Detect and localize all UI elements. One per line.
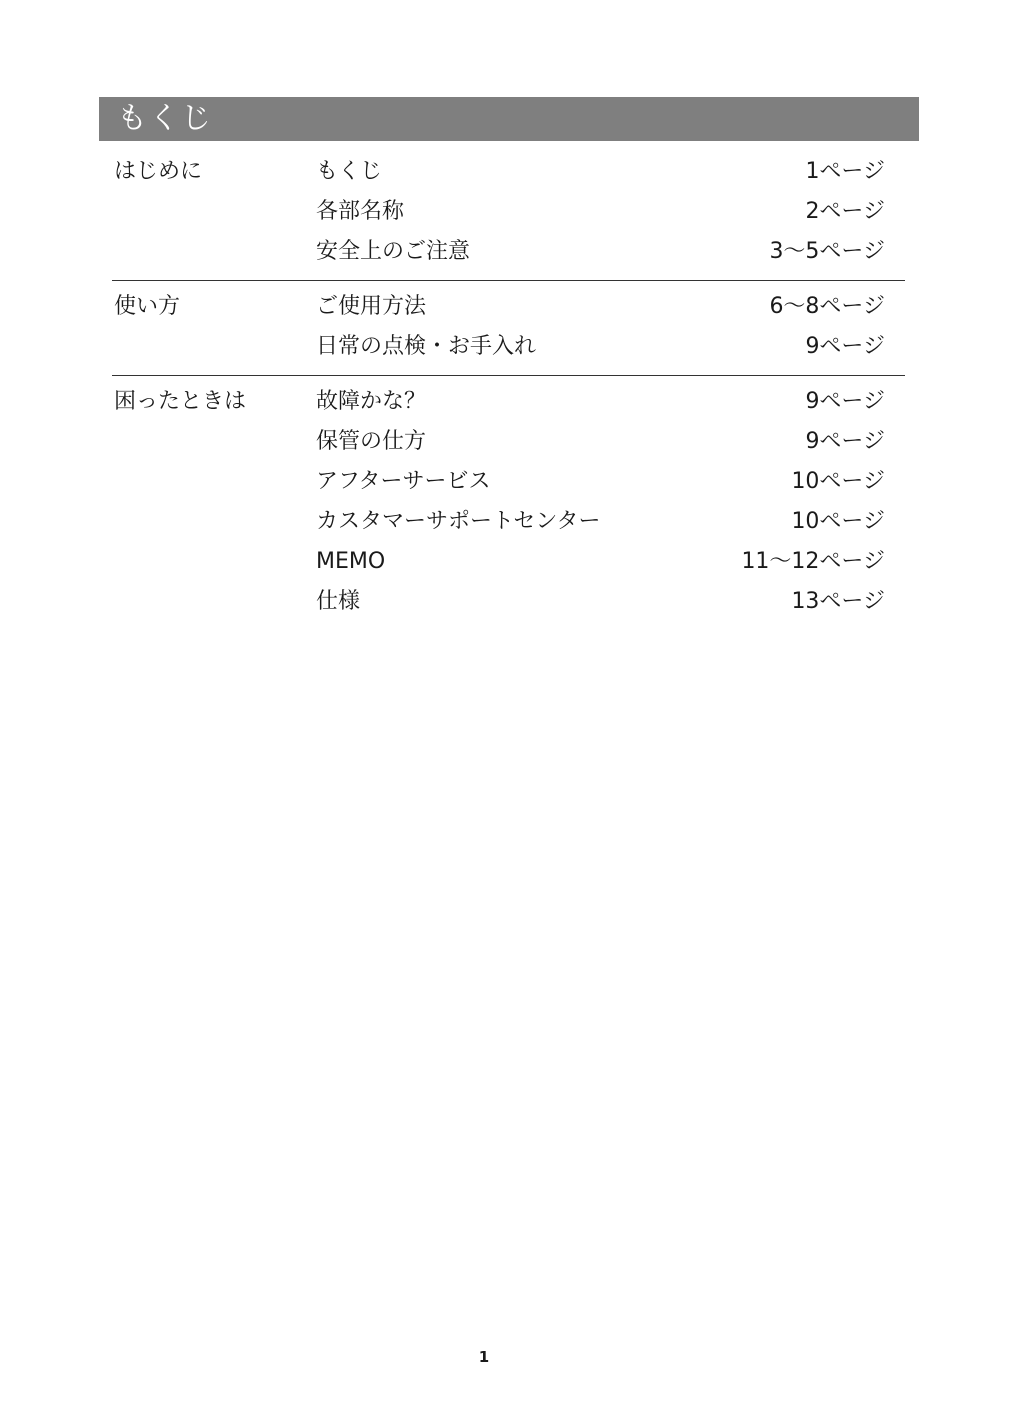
toc-row [316, 382, 905, 422]
section-label: 使い方 [114, 294, 181, 319]
toc-entry-page: 3〜5ページ [769, 239, 885, 264]
toc-section-usage [112, 281, 905, 376]
toc-entry-page: 2ページ [805, 199, 885, 224]
toc-entry-page: 13ページ [791, 589, 885, 614]
section-rows [316, 382, 905, 622]
section-rows [316, 152, 905, 272]
toc-entry-name: カスタマーサポートセンター [316, 509, 601, 534]
toc-entry-name: アフターサービス [316, 469, 491, 494]
toc-section-troubleshooting [112, 376, 905, 630]
toc-entry-page: 11〜12ページ [741, 549, 885, 574]
toc-entry-page: 1ページ [805, 159, 885, 184]
page-title: もくじ [117, 101, 213, 136]
toc-entry-name: MEMO [316, 549, 386, 574]
toc-row [316, 462, 905, 502]
toc-entry-page: 6〜8ページ [769, 294, 885, 319]
toc-row [316, 232, 905, 272]
toc-entry-name: 日常の点検・お手入れ [316, 334, 537, 359]
section-label: 困ったときは [114, 389, 247, 414]
toc-section-introduction [112, 150, 905, 281]
toc-row [316, 542, 905, 582]
toc-row [316, 287, 905, 327]
toc-row [316, 192, 905, 232]
toc-entry-page: 10ページ [791, 469, 885, 494]
section-rows [316, 287, 905, 367]
toc-entry-name: もくじ [316, 159, 383, 184]
toc-entry-name: 各部名称 [316, 199, 405, 224]
toc-row [316, 422, 905, 462]
toc-entry-page: 9ページ [805, 429, 885, 454]
toc-entry-name: 保管の仕方 [316, 429, 427, 454]
toc-row [316, 582, 905, 622]
toc-entry-name: 仕様 [316, 589, 361, 614]
toc-entry-name: 故障かな？ [316, 389, 427, 414]
toc-entry-name: 安全上のご注意 [316, 239, 471, 264]
toc-title-bar [99, 97, 919, 141]
toc-entry-page: 9ページ [805, 334, 885, 359]
page-number: 1 [478, 1348, 490, 1366]
toc-entry-page: 10ページ [791, 509, 885, 534]
table-of-contents [112, 150, 905, 630]
toc-row [316, 502, 905, 542]
toc-row [316, 327, 905, 367]
toc-row [316, 152, 905, 192]
section-label: はじめに [114, 159, 203, 184]
toc-entry-name: ご使用方法 [316, 294, 427, 319]
toc-entry-page: 9ページ [805, 389, 885, 414]
